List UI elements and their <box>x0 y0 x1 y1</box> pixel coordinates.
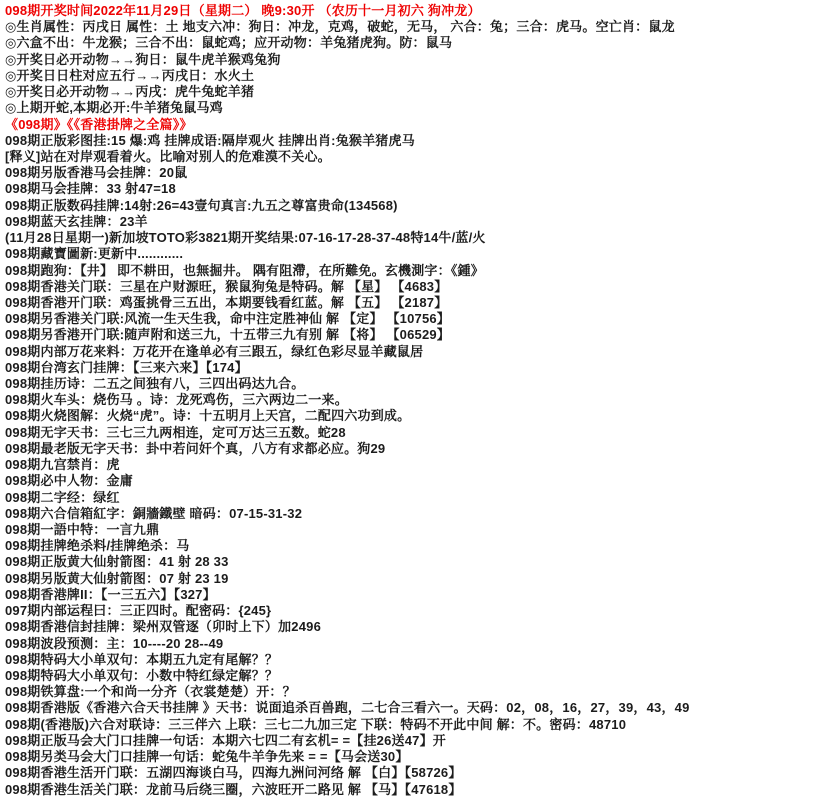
text-line: 098期开奖时间2022年11月29日（星期二） 晚9:30开 （农历十一月初六 狗冲龙） <box>5 3 481 18</box>
text-line: 098期另类马会大门口挂牌一句话：蛇兔牛羊争先来 = =【马会送30】 <box>5 749 409 765</box>
text-line: 098期另版香港马会挂牌：20鼠 <box>5 165 188 181</box>
text-line: 098期特码大小单双句：小数中特红绿定解？？ <box>5 667 279 683</box>
text-line: 098期挂历诗：二五之间独有八，三四出码达九合。 <box>5 376 305 392</box>
text-line: (11月28日星期一)新加坡TOTO彩3821期开奖结果:07-16-17-28-37-48特14牛/蓝/火 <box>5 230 486 246</box>
text-line: 098期台湾玄门挂牌：【三来六来】【174】 <box>5 359 248 375</box>
text-line: 098期(香港版)六合对联诗：三三伴六 上联：三七二九加三定 下联：特码不开此中间 解：不。密码：48710 <box>5 716 627 732</box>
text-line: 098期跑狗：【井】 即不耕田，也無掘井。 隅有阻滯，在所難免。玄機測字：《鍾》 <box>5 262 484 278</box>
text-line: 098期必中人物：金庸 <box>5 473 133 489</box>
text-line: 098期香港信封挂牌：梁州双管逐（卯时上下）加2496 <box>5 619 322 635</box>
text-line: 098期马会挂牌：33 射47=18 <box>5 181 176 197</box>
text-line: 098期香港生活关门联：龙前马后绕三圈，六波旺开二路见 解 【马】【47618】 <box>5 781 462 797</box>
text-line: 098期香港版《香港六合天书挂牌 》天书：说面追杀百兽跑，二七合三看六一。天码：02，08，16，27，39，43，49 <box>5 700 690 716</box>
text-line: 098期二字经：绿红 <box>5 489 120 505</box>
text-line: 097期内部运程曰：三正四时。配密码：{245} <box>5 603 272 619</box>
text-line: 098期正版数码挂牌:14射:26=43壹句真言:九五之尊富贵命(134568) <box>5 197 398 213</box>
text-line: 098期内部万花来料：万花开在逢单必有三跟五，绿红色彩尽显羊藏鼠居 <box>5 343 424 359</box>
text-line: 098期铁算盘:一个和尚一分齐（衣裳楚楚）开：？ <box>5 684 296 700</box>
text-line: ◎上期开蛇,本期必开:牛羊猪兔鼠马鸡 <box>5 100 223 116</box>
text-line: 098期特码大小单双句：本期五九定有尾解？？ <box>5 651 279 667</box>
text-line: 098期藏寶圖新:更新中............ <box>5 246 184 262</box>
text-line: 098期另版黄大仙射箭图：07 射 23 19 <box>5 570 229 586</box>
text-line: 098期无字天书：三七三九两相连，定可万达三五数。蛇28 <box>5 424 346 440</box>
text-line: 098期正版黄大仙射箭图：41 射 28 33 <box>5 554 229 570</box>
text-line: 098期另香港开门联:随声附和送三九，十五带三九有别 解 【将】 【06529】 <box>5 327 451 343</box>
text-line: 098期另香港关门联:风流一生天生我，命中注定胜神仙 解 【定】 【10756】 <box>5 311 451 327</box>
text-line: 098期火烧图解：火烧“虎”。诗：十五明月上天宫，二配四六功到成。 <box>5 408 411 424</box>
text-line: 098期香港开门联：鸡蛋挑骨三五出，本期要钱看红蓝。解 【五】 【2187】 <box>5 294 448 310</box>
text-line: ◎生肖属性：丙戌日 属性：土 地支六冲：狗日：冲龙，克鸡，破蛇，无马， 六合：兔；三合：虎马。空亡肖：鼠龙 <box>5 19 675 35</box>
text-line: 《098期》《《香港掛牌之全篇》》 <box>5 116 193 132</box>
text-line: 098期正版马会大门口挂牌一句话：本期六七四二有玄机= =【挂26送47】开 <box>5 732 447 748</box>
text-line: 098期九宫禁肖：虎 <box>5 457 120 473</box>
text-line: ◎开奖日必开动物→→狗日：鼠牛虎羊猴鸡兔狗 <box>5 51 281 67</box>
text-line: 098期香港生活开门联：五湖四海谈白马，四海九洲问河络 解 【白】【58726】 <box>5 765 462 781</box>
text-line: ◎开奖日必开动物→→丙戌：虎牛兔蛇羊猪 <box>5 84 255 100</box>
text-line: ◎六盒不出：牛龙猴；三合不出：鼠蛇鸡；应开动物：羊兔猪虎狗。防：鼠马 <box>5 35 453 51</box>
text-line: [释义]站在对岸观看着火。比喻对别人的危难漠不关心。 <box>5 148 331 164</box>
content-lines <box>5 3 838 798</box>
text-line: 098期波段预测：主：10----20 28--49 <box>5 635 224 651</box>
text-line: 098期香港牌II：【一三五六】【327】 <box>5 586 216 602</box>
text-line: 098期六合信箱紅字：銅牆鐵壁 暗码：07-15-31-32 <box>5 505 303 521</box>
text-line: ◎开奖日日柱对应五行→→丙戌日：水火土 <box>5 67 255 83</box>
text-line: 098期火车头：烧伤马 。诗：龙死鸡伤，三六两边二一来。 <box>5 392 348 408</box>
text-line: 098期正版彩图挂:15 爆:鸡 挂牌成语:隔岸观火 挂牌出肖:兔猴羊猪虎马 <box>5 132 415 148</box>
text-line: 098期挂牌绝杀料/挂牌绝杀：马 <box>5 538 190 554</box>
text-line: 098期香港关门联：三星在户财源旺，猴鼠狗兔是特码。解 【星】 【4683】 <box>5 278 448 294</box>
text-line: 098期蓝天玄挂牌：23羊 <box>5 213 148 229</box>
text-line: 098期最老版无字天书：卦中若问奸个真，八方有求都必应。狗29 <box>5 440 386 456</box>
text-line: 098期一語中特：一言九鼎 <box>5 522 160 537</box>
